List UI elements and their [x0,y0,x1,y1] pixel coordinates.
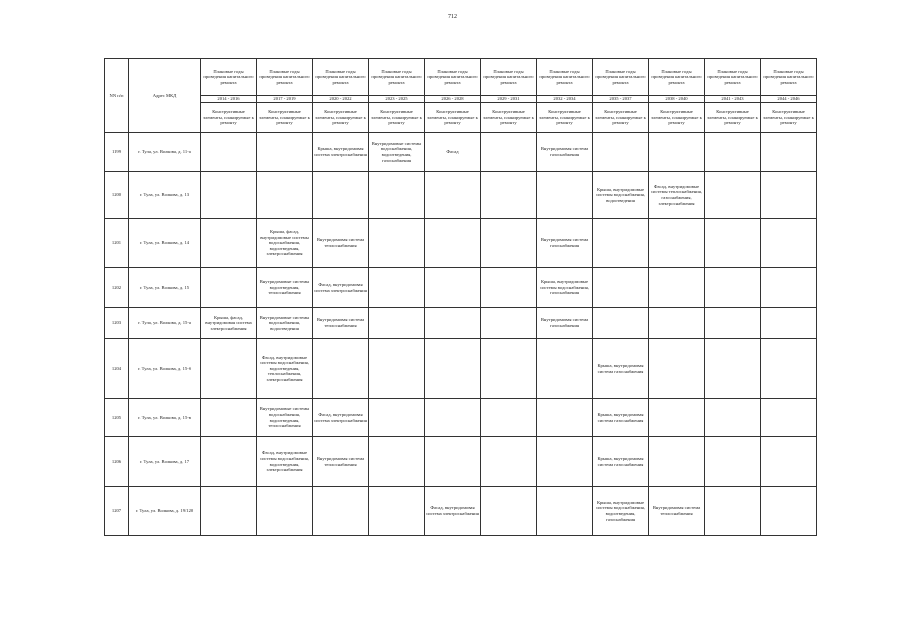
row-number: 1204 [105,339,129,399]
repair-elements-cell [313,487,369,536]
repair-elements-cell: Крыша, внутридомовая система газоснабжения [593,339,649,399]
repair-elements-cell [649,219,705,268]
header-period-label: Плановые годы проведения капитального ремонта [425,59,481,96]
repair-elements-cell [649,308,705,339]
row-number: 1205 [105,399,129,437]
repair-elements-cell [369,172,425,219]
row-number: 1206 [105,437,129,487]
repair-elements-cell [257,487,313,536]
repair-elements-cell [201,437,257,487]
header-period-elements: Конструктивные элементы, планируемые к ремонту [537,103,593,133]
repair-elements-cell: Фасад, внутридомовая система электроснабжения [313,399,369,437]
repair-elements-cell: Внутридомовая система газоснабжения [537,308,593,339]
row-number: 1201 [105,219,129,268]
repair-elements-cell: Фасад, внутридомовая система электроснабжения [425,487,481,536]
header-period-label: Плановые годы проведения капитального ремонта [649,59,705,96]
header-period-years: 2032 - 2034 [537,96,593,103]
header-period-years: 2041 - 2043 [705,96,761,103]
table-row [105,268,817,308]
header-period-years: 2035 - 2037 [593,96,649,103]
repair-elements-cell [649,437,705,487]
header-period-label: Плановые годы проведения капитального ремонта [761,59,817,96]
repair-elements-cell: Крыша, фасад, внутридомовые системы водоснабжения, водоотведения, электроснабжения [257,219,313,268]
row-number: 1200 [105,172,129,219]
header-period-elements: Конструктивные элементы, планируемые к ремонту [481,103,537,133]
repair-elements-cell: Крыша, фасад, внутридомовая система электроснабжения [201,308,257,339]
row-address: г. Тула, ул. Волкова, д. 17 [129,437,201,487]
repair-elements-cell [761,172,817,219]
repair-elements-cell: Внутридомовые системы водоснабжения, водоотведения, теплоснабжения [257,399,313,437]
repair-elements-cell [761,308,817,339]
repair-elements-cell [705,133,761,172]
repair-elements-cell [761,268,817,308]
repair-elements-cell [705,219,761,268]
table-row [105,133,817,172]
repair-elements-cell [593,268,649,308]
table-row [105,219,817,268]
repair-elements-cell [201,339,257,399]
repair-elements-cell [481,172,537,219]
header-period-elements: Конструктивные элементы, планируемые к ремонту [369,103,425,133]
header-period-elements: Конструктивные элементы, планируемые к ремонту [201,103,257,133]
row-address: г. Тула, ул. Волкова, д. 15 [129,268,201,308]
header-period-years: 2029 - 2031 [481,96,537,103]
table-row [105,399,817,437]
table-row [105,487,817,536]
repair-elements-cell [481,268,537,308]
repair-elements-cell [481,399,537,437]
repair-elements-cell [201,268,257,308]
header-period-label: Плановые годы проведения капитального ремонта [369,59,425,96]
repair-elements-cell: Внутридомовые системы водоснабжения, водоотведения [257,308,313,339]
repair-elements-cell: Внутридомовая система теплоснабжения [649,487,705,536]
repair-elements-cell [705,437,761,487]
repair-elements-cell: Крыша, внутридомовая система газоснабжения [593,399,649,437]
repair-elements-cell [369,437,425,487]
row-number: 1202 [105,268,129,308]
repair-elements-cell [425,172,481,219]
header-period-label: Плановые годы проведения капитального ремонта [201,59,257,96]
repair-elements-cell [425,339,481,399]
repair-elements-cell [761,133,817,172]
repair-elements-cell: Фасад, внутридомовые системы водоснабжения, водоотведения, электроснабжения [257,437,313,487]
repair-elements-cell [593,219,649,268]
repair-elements-cell [425,437,481,487]
row-address: г. Тула, ул. Волкова, д. 14 [129,219,201,268]
header-period-elements: Конструктивные элементы, планируемые к ремонту [313,103,369,133]
repair-elements-cell [649,133,705,172]
header-period-label: Плановые годы проведения капитального ремонта [481,59,537,96]
repair-elements-cell: Фасад, внутридомовые системы водоснабжения, водоотведения, теплоснабжения, электроснабжения [257,339,313,399]
repair-elements-cell [481,219,537,268]
repair-elements-cell [649,268,705,308]
header-period-years: 2017 - 2019 [257,96,313,103]
repair-elements-cell: Внутридомовые системы водоотведения, теплоснабжения [257,268,313,308]
repair-elements-cell [201,487,257,536]
header-period-years: 2014 - 2016 [201,96,257,103]
repair-elements-cell [481,133,537,172]
repair-elements-cell [537,399,593,437]
repair-elements-cell [425,308,481,339]
repair-elements-cell: Фасад, внутридомовая система электроснабжения [313,268,369,308]
repair-elements-cell [425,219,481,268]
repair-elements-cell [313,172,369,219]
repair-elements-cell [257,172,313,219]
repair-elements-cell [537,437,593,487]
repair-elements-cell: Фасад [425,133,481,172]
repair-elements-cell: Внутридомовые системы водоснабжения, водоотведения, газоснабжения [369,133,425,172]
repair-elements-cell [369,308,425,339]
header-period-years: 2020 - 2022 [313,96,369,103]
header-period-elements: Конструктивные элементы, планируемые к ремонту [761,103,817,133]
header-period-label: Плановые годы проведения капитального ремонта [705,59,761,96]
repair-elements-cell: Крыша, внутридомовые системы водоснабжения, водоотведения [593,172,649,219]
repair-elements-cell [593,308,649,339]
repair-elements-cell [369,339,425,399]
row-address: г. Тула, ул. Волкова, д. 19/120 [129,487,201,536]
repair-elements-cell: Крыша, внутридомовые системы водоснабжения, газоснабжения [537,268,593,308]
repair-elements-cell [761,219,817,268]
table-header [105,59,817,133]
repair-elements-cell [425,399,481,437]
table-row [105,339,817,399]
header-period-years: 2023 - 2025 [369,96,425,103]
repair-elements-cell [201,133,257,172]
repair-elements-cell: Внутридомовая система теплоснабжения [313,219,369,268]
repair-elements-cell [761,399,817,437]
row-address: г. Тула, ул. Волкова, д. 15-в [129,399,201,437]
header-period-label: Плановые годы проведения капитального ремонта [537,59,593,96]
header-period-label: Плановые годы проведения капитального ремонта [593,59,649,96]
repair-elements-cell: Фасад, внутридомовые системы теплоснабжения, газоснабжения, электроснабжения [649,172,705,219]
row-address: г. Тула, ул. Волкова, д. 11-а [129,133,201,172]
header-period-years: 2038 - 2040 [649,96,705,103]
repair-elements-cell [313,339,369,399]
repair-elements-cell: Крыша, внутридомовая система электроснабжения [313,133,369,172]
repair-elements-cell: Внутридомовая система газоснабжения [537,133,593,172]
repair-elements-cell [537,339,593,399]
repair-elements-cell [761,437,817,487]
repair-elements-cell [201,399,257,437]
repair-elements-cell [537,172,593,219]
row-number: 1207 [105,487,129,536]
repair-elements-cell [649,339,705,399]
repair-elements-cell [481,308,537,339]
repair-elements-cell [537,487,593,536]
header-period-elements: Конструктивные элементы, планируемые к ремонту [705,103,761,133]
row-number: 1199 [105,133,129,172]
table-body [105,133,817,536]
repair-elements-cell [761,487,817,536]
repair-elements-cell [705,308,761,339]
repair-elements-cell: Внутридомовая система теплоснабжения [313,308,369,339]
header-period-elements: Конструктивные элементы, планируемые к ремонту [425,103,481,133]
table-row [105,172,817,219]
repair-elements-cell [649,399,705,437]
row-address: г. Тула, ул. Волкова, д. 13 [129,172,201,219]
repair-elements-cell [593,133,649,172]
repair-elements-cell [481,487,537,536]
repair-elements-cell [369,399,425,437]
repair-elements-cell [369,268,425,308]
repair-elements-cell [369,487,425,536]
header-num: NN п/п [105,59,129,133]
row-address: г. Тула, ул. Волкова, д. 15-б [129,339,201,399]
repair-elements-cell: Внутридомовая система теплоснабжения [313,437,369,487]
repair-elements-cell [369,219,425,268]
repair-elements-cell [705,339,761,399]
repair-elements-cell [481,437,537,487]
header-period-elements: Конструктивные элементы, планируемые к ремонту [649,103,705,133]
repair-elements-cell [257,133,313,172]
repair-elements-cell [705,172,761,219]
header-period-elements: Конструктивные элементы, планируемые к ремонту [257,103,313,133]
header-period-years: 2026 - 2028 [425,96,481,103]
table-row [105,308,817,339]
header-address: Адрес МКД [129,59,201,133]
header-period-years: 2044 - 2046 [761,96,817,103]
repair-elements-cell [425,268,481,308]
repair-elements-cell [481,339,537,399]
header-period-label: Плановые годы проведения капитального ремонта [257,59,313,96]
repair-elements-cell [705,487,761,536]
repair-elements-cell [201,172,257,219]
row-address: г. Тула, ул. Волкова, д. 15-а [129,308,201,339]
header-period-elements: Конструктивные элементы, планируемые к ремонту [593,103,649,133]
table-row [105,437,817,487]
capital-repair-table [104,58,817,536]
page-number: 712 [448,14,457,20]
repair-elements-cell [201,219,257,268]
repair-elements-cell [761,339,817,399]
header-period-label: Плановые годы проведения капитального ремонта [313,59,369,96]
repair-elements-cell: Крыша, внутридомовая система газоснабжения [593,437,649,487]
repair-elements-cell [705,399,761,437]
row-number: 1203 [105,308,129,339]
repair-elements-cell [705,268,761,308]
repair-elements-cell: Крыша, внутридомовые системы водоснабжения, водоотведения, газоснабжения [593,487,649,536]
repair-elements-cell: Внутридомовая система газоснабжения [537,219,593,268]
